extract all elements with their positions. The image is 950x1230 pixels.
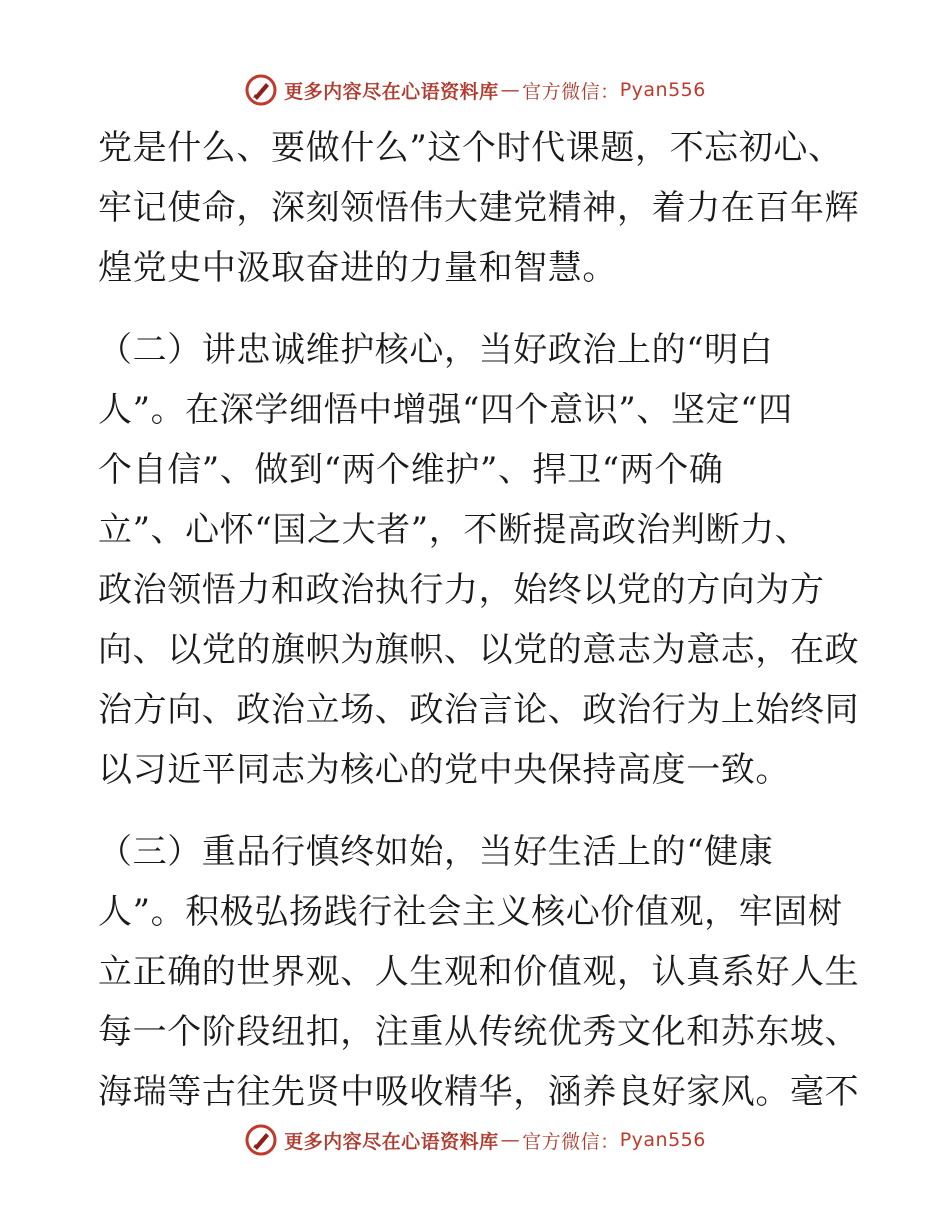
text-line: （二）讲忠诚维护核心，当好政治上的“明白 bbox=[98, 330, 774, 370]
pen-logo-icon bbox=[244, 1123, 278, 1157]
paragraph bbox=[98, 320, 858, 800]
pen-logo-icon bbox=[244, 73, 278, 107]
watermark-wechat-id: Pyan556 bbox=[619, 79, 706, 101]
watermark-official-label: 官方微信： bbox=[522, 80, 620, 103]
document-body bbox=[98, 118, 858, 1122]
text-line: 向、以党的旗帜为旗帜、以党的意志为意志，在政 bbox=[98, 630, 860, 670]
text-line: 煌党史中汲取奋进的力量和智慧。 bbox=[98, 248, 617, 288]
watermark-header bbox=[0, 70, 950, 110]
watermark-dash: — bbox=[500, 1129, 521, 1151]
text-line: 牢记使命，深刻领悟伟大建党精神，着力在百年辉 bbox=[98, 188, 860, 228]
watermark-official-label: 官方微信： bbox=[522, 1130, 620, 1153]
text-line: 人”。积极弘扬践行社会主义核心价值观，牢固树 bbox=[98, 892, 843, 932]
paragraph bbox=[98, 822, 858, 1122]
text-line: 政治领悟力和政治执行力，始终以党的方向为方 bbox=[98, 570, 825, 610]
watermark-text: 更多内容尽在心语资料库 bbox=[284, 80, 499, 103]
text-line: 治方向、政治立场、政治言论、政治行为上始终同 bbox=[98, 690, 860, 730]
text-line: 党是什么、要做什么”这个时代课题，不忘初心、 bbox=[98, 128, 843, 168]
watermark-footer bbox=[0, 1120, 950, 1160]
watermark-dash: — bbox=[500, 79, 521, 101]
text-line: （三）重品行慎终如始，当好生活上的“健康 bbox=[98, 832, 774, 872]
text-line: 立”、心怀“国之大者”，不断提高政治判断力、 bbox=[98, 510, 810, 550]
watermark-wechat-id: Pyan556 bbox=[619, 1129, 706, 1151]
text-line: 立正确的世界观、人生观和价值观，认真系好人生 bbox=[98, 952, 860, 992]
watermark-text: 更多内容尽在心语资料库 bbox=[284, 1130, 499, 1153]
text-line: 海瑞等古往先贤中吸收精华，涵养良好家风。毫不 bbox=[98, 1072, 860, 1112]
paragraph bbox=[98, 118, 858, 298]
text-line: 个自信”、做到“两个维护”、捍卫“两个确 bbox=[98, 450, 724, 490]
text-line: 每一个阶段纽扣，注重从传统优秀文化和苏东坡、 bbox=[98, 1012, 860, 1052]
text-line: 以习近平同志为核心的党中央保持高度一致。 bbox=[98, 750, 790, 790]
text-line: 人”。在深学细悟中增强“四个意识”、坚定“四 bbox=[98, 390, 793, 430]
